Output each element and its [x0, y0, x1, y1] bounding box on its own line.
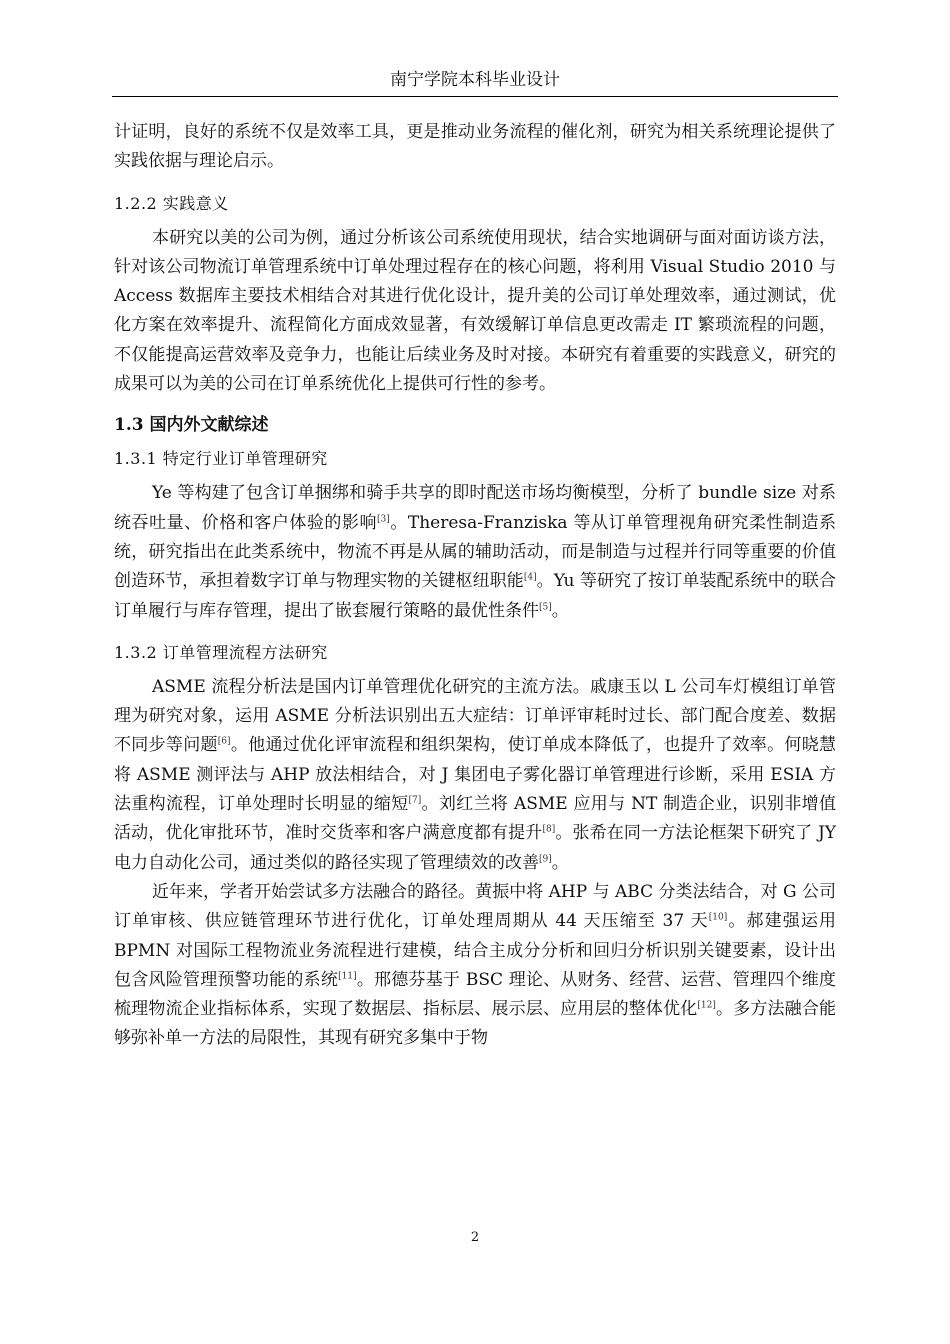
- text-run: 。多方法融合能够弥补单一方法的局限性，其现有研究多集中于物: [114, 999, 837, 1049]
- text-run: ASME 流程分析法是国内订单管理优化研究的主流方法。戚康玉以 L 公司车灯模组订单管理为研究对象，运用 ASME 分析法识别出五大症结：订单评审耗时过长、部门配合度差、数据不同步等问题: [114, 676, 836, 756]
- text-run: 。Yu 等研究了按订单装配系统中的联合订单履行与库存管理，提出了嵌套履行策略的最优性条件: [114, 571, 836, 621]
- text-run: 。刘红兰将 ASME 应用与 NT 制造企业，识别非增值活动，优化审批环节，准时交货率和客户满意度都有提升: [114, 794, 836, 844]
- citation-ref: [8]: [542, 824, 556, 835]
- section-heading-1-2-2: 1.2.2 实践意义: [114, 193, 229, 213]
- text-run: 。: [551, 600, 569, 621]
- section-heading-1-3: 1.3 国内外文献综述: [114, 415, 269, 436]
- page-number: 2: [470, 1230, 480, 1245]
- citation-ref: [4]: [523, 572, 537, 583]
- text-run: Ye 等构建了包含订单捆绑和骑手共享的即时配送市场均衡模型，分析了 bundle size 对系统吞吐量、价格和客户体验的影响: [114, 483, 836, 533]
- header-rule: [112, 96, 838, 97]
- paragraph-industry-order-research: [114, 479, 836, 625]
- paragraph-asme-methods: [114, 673, 836, 878]
- text-run: 。邢德芬基于 BSC 理论、从财务、经营、运营、管理四个维度梳理物流企业指标体系，实现了数据层、指标层、展示层、应用层的整体优化: [114, 969, 837, 1020]
- citation-ref: [6]: [217, 736, 231, 747]
- section-heading-1-3-2: 1.3.2 订单管理流程方法研究: [114, 642, 328, 662]
- paragraph-practical-significance: 本研究以美的公司为例，通过分析该公司系统使用现状，结合实地调研与面对面访谈方法，针对该公司物流订单管理系统中订单处理过程存在的核心问题，将利用 Visual Studio 2010 与 Access 数据库主要技术相结合对其进行优化设计，提升美的公司订单处理效率，通过测试，优化方案在效率提升、流程简化方面成效显著，有效缓解订单信息更改需走 IT 繁琐流程的问题，不仅能提高运营效率及竞争力，也能让后续业务及时对接。本研究有着重要的实践意义，研究的成果可以为美的公司在订单系统优化上提供可行性的参考。: [114, 227, 836, 395]
- citation-ref: [12]: [697, 1000, 716, 1011]
- citation-ref: [9]: [539, 853, 552, 864]
- citation-ref: [10]: [708, 912, 728, 923]
- citation-ref: [3]: [377, 514, 390, 525]
- text-run: 。郝建强运用 BPMN 对国际工程物流业务流程进行建模，结合主成分分析和回归分析识别关键要素，设计出包含风险管理预警功能的系统: [114, 911, 836, 990]
- paragraph-multi-method: [114, 878, 836, 1054]
- text-run: 。Theresa-Franziska 等从订单管理视角研究柔性制造系统，研究指出在此类系统中，物流不再是从属的辅助活动，而是制造与过程并行同等重要的价值创造环节，承担着数字订单与物理实物的关键枢纽职能: [114, 512, 837, 592]
- citation-ref: [11]: [338, 971, 357, 982]
- section-heading-1-3-1: 1.3.1 特定行业订单管理研究: [114, 449, 328, 469]
- citation-ref: [5]: [539, 601, 552, 612]
- page-body: [114, 118, 836, 1054]
- paragraph-continued: 计证明，良好的系统不仅是效率工具，更是推动业务流程的催化剂，研究为相关系统理论提供了实践依据与理论启示。: [114, 122, 836, 172]
- text-run: 近年来，学者开始尝试多方法融合的路径。黄振中将 AHP 与 ABC 分类法结合，对 G 公司订单审核、供应链管理环节进行优化，订单处理周期从 44 天压缩至 37 天: [114, 881, 836, 932]
- page-header: 南宁学院本科毕业设计: [390, 70, 560, 90]
- text-run: 。他通过优化评审流程和组织架构，使订单成本降低了，也提升了效率。何晓慧将 ASME 测评法与 AHP 放法相结合，对 J 集团电子雾化器订单管理进行诊断，采用 ESIA 方法重构流程，订单处理时长明显的缩短: [114, 735, 837, 815]
- text-run: 。: [551, 852, 569, 873]
- citation-ref: [7]: [408, 795, 422, 806]
- text-run: 。张希在同一方法论框架下研究了 JY 电力自动化公司，通过类似的路径实现了管理绩效的改善: [114, 823, 836, 873]
